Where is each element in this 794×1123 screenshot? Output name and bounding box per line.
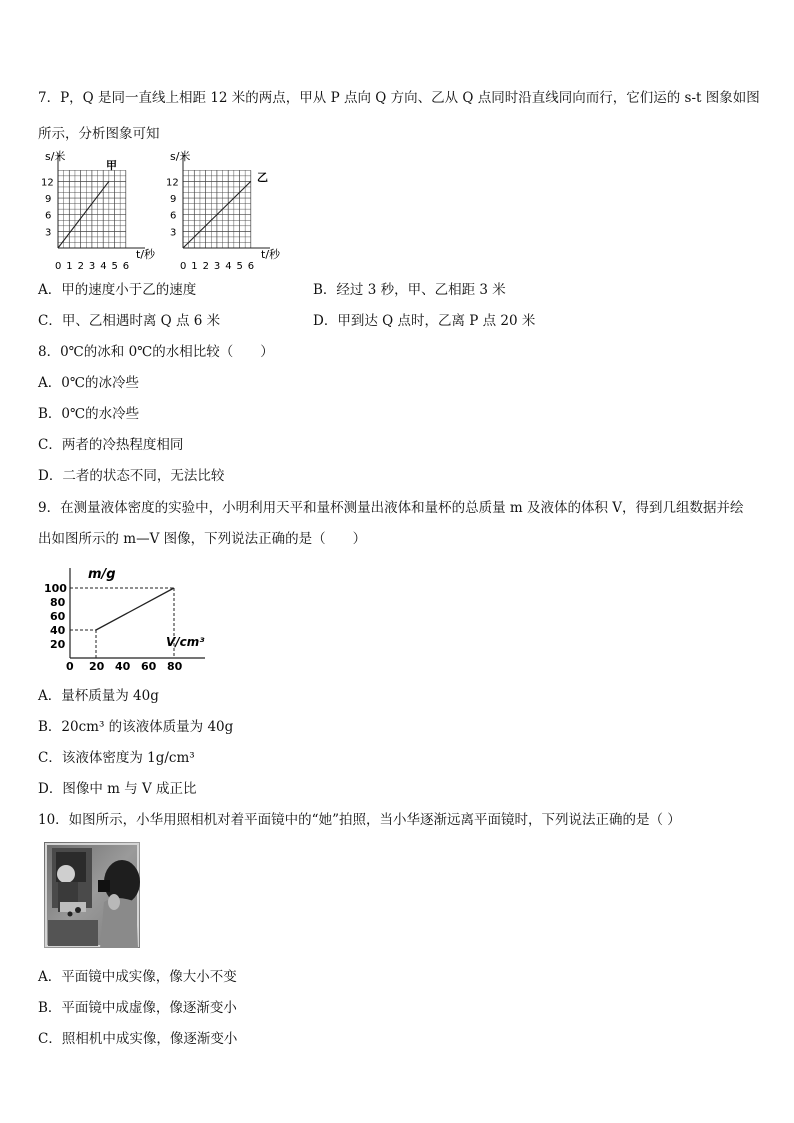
q9-option-b: B．20cm³ 的该液体质量为 40g [38, 719, 234, 735]
x-tick-label: 0 [55, 261, 62, 272]
st-graph-yi [165, 145, 290, 272]
graph-yi-xlabel: t/秒 [261, 248, 281, 261]
x-tick-label: 0 [180, 261, 187, 272]
y-tick-label: 20 [50, 638, 66, 651]
x-tick-label: 40 [115, 660, 131, 673]
y-tick-label: 6 [170, 210, 177, 222]
y-tick-label: 40 [50, 624, 66, 637]
q10-option-b: B．平面镜中成虚像，像逐渐变小 [38, 1000, 237, 1016]
x-tick-label: 80 [167, 660, 183, 673]
q9-option-a: A．量杯质量为 40g [38, 688, 159, 704]
y-tick-label: 12 [166, 177, 179, 189]
y-tick-label: 9 [170, 194, 177, 206]
x-tick-label: 3 [88, 261, 96, 272]
x-tick-label: 4 [100, 261, 107, 272]
q7-stem-line2: 所示，分析图象可知 [38, 126, 160, 142]
q8-option-a: A．0℃的冰冷些 [38, 375, 139, 391]
y-tick-label: 6 [45, 210, 52, 222]
x-tick-label: 2 [202, 261, 209, 272]
graph-jia-grid [58, 170, 126, 248]
q7-option-a: A．甲的速度小于乙的速度 [38, 282, 197, 298]
mv-guides [70, 588, 174, 658]
mv-ylabel: m/g [88, 567, 116, 582]
q7-option-d: D．甲到达 Q 点时，乙离 P 点 20 米 [313, 313, 536, 329]
graph-jia-series-label: 甲 [106, 159, 117, 172]
mv-xlabel: V/cm³ [166, 635, 205, 649]
graph-yi-ylabel: s/米 [170, 150, 191, 163]
q8-option-b: B．0℃的水冷些 [38, 406, 140, 422]
x-tick-label: 0 [66, 660, 74, 673]
y-tick-label: 3 [45, 227, 52, 239]
x-tick-label: 1 [66, 261, 73, 272]
x-tick-label: 3 [213, 261, 221, 272]
q8-option-c: C．两者的冷热程度相同 [38, 437, 184, 453]
y-tick-label: 60 [50, 610, 66, 623]
q10-option-a: A．平面镜中成实像，像大小不变 [38, 969, 237, 985]
q8-stem: 8．0℃的冰和 0℃的水相比较（ ） [38, 344, 274, 360]
mirror-photo [44, 842, 140, 948]
graph-jia-xlabel: t/秒 [136, 248, 155, 261]
x-tick-label: 60 [141, 660, 157, 673]
x-tick-label: 1 [191, 261, 198, 272]
x-tick-label: 5 [111, 261, 118, 272]
st-graph-jia [40, 145, 155, 272]
q9-option-c: C．该液体密度为 1g/cm³ [38, 750, 195, 766]
q7-option-c: C．甲、乙相遇时离 Q 点 6 米 [38, 313, 221, 329]
mv-ticks [44, 582, 183, 673]
y-tick-label: 12 [41, 177, 54, 189]
q7-option-b: B．经过 3 秒，甲、乙相距 3 米 [313, 282, 506, 298]
q7-stem-line1: 7．P，Q 是同一直线上相距 12 米的两点，甲从 P 点向 Q 方向、乙从 Q 点同时沿直线同向而行，它们运的 s-t 图象如图 [38, 90, 760, 106]
graph-yi-grid [183, 170, 251, 248]
x-tick-label: 5 [236, 261, 243, 272]
q9-stem-line1: 9．在测量液体密度的实验中，小明利用天平和量杯测量出液体和量杯的总质量 m 及液体的体积 V，得到几组数据并绘 [38, 500, 744, 516]
y-tick-label: 9 [45, 194, 52, 206]
y-tick-label: 100 [44, 582, 67, 595]
q10-option-c: C．照相机中成实像，像逐渐变小 [38, 1031, 238, 1047]
x-tick-label: 6 [122, 261, 130, 272]
x-tick-label: 2 [77, 261, 84, 272]
mv-series-line [96, 588, 174, 630]
x-tick-label: 6 [247, 261, 255, 272]
q9-option-d: D．图像中 m 与 V 成正比 [38, 781, 197, 797]
q8-option-d: D．二者的状态不同，无法比较 [38, 468, 225, 484]
q9-stem-line2: 出如图所示的 m—V 图像，下列说法正确的是（ ） [38, 531, 367, 547]
y-tick-label: 3 [170, 227, 177, 239]
q10-stem: 10．如图所示，小华用照相机对着平面镜中的“她”拍照，当小华逐渐远离平面镜时，下列说法正确的是（ ） [38, 812, 681, 828]
graph-jia-ylabel: s/米 [45, 150, 66, 163]
x-tick-label: 20 [89, 660, 105, 673]
y-tick-label: 80 [50, 596, 66, 609]
x-tick-label: 4 [225, 261, 232, 272]
graph-jia-ticks [41, 177, 129, 272]
graph-yi-series-label: 乙 [257, 171, 268, 184]
mv-graph [40, 562, 215, 674]
